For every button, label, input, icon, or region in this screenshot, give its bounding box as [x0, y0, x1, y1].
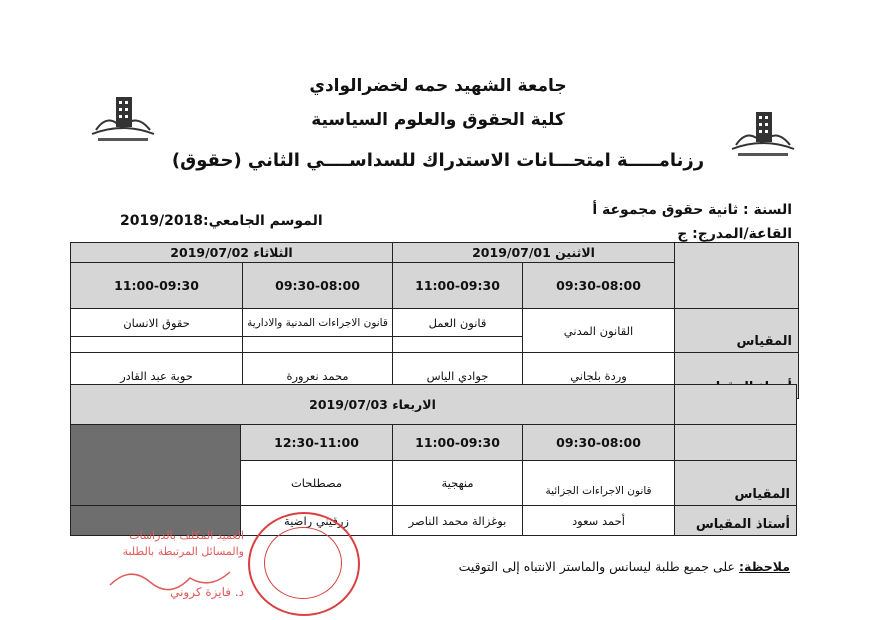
- subject-cell: قانون العمل: [393, 309, 523, 337]
- signature-line: العميد المكلف بالدراسات: [129, 529, 244, 542]
- time-slot: 09:30-08:00: [523, 425, 675, 461]
- subject-row-label: المقياس: [675, 461, 797, 506]
- empty-cell: [71, 337, 243, 353]
- faculty-name: كلية الحقوق والعلوم السياسية: [311, 110, 565, 130]
- season-label: الموسم الجامعي:2019/2018: [120, 213, 323, 229]
- subject-cell: حقوق الانسان: [71, 309, 243, 337]
- day-header: الاربعاء 2019/07/03: [71, 385, 675, 425]
- empty-cell: [243, 337, 393, 353]
- university-name: جامعة الشهيد حمه لخضرالوادي: [309, 76, 567, 96]
- time-slot: 11:00-09:30: [71, 263, 243, 309]
- subject-cell: قانون الاجراءات المدنية والادارية: [243, 309, 393, 337]
- day-header: الاثنين 2019/07/01: [393, 243, 675, 263]
- page-title: رزنامـــــة امتحـــانات الاستدراك للسداســــي الثاني (حقوق): [171, 150, 705, 171]
- time-slot: 12:30-11:00: [241, 425, 393, 461]
- subject-row-label: المقياس: [675, 309, 799, 353]
- note-label: ملاحظة:: [739, 559, 790, 574]
- time-slot: 09:30-08:00: [523, 263, 675, 309]
- teacher-cell: زرقيني راضية: [241, 506, 393, 536]
- stamp-inner-ring: [264, 527, 342, 599]
- subject-cell: القانون المدني: [523, 309, 675, 353]
- signature-line: والمسائل المرتبطة بالطلبة: [122, 545, 244, 558]
- note-text: على جميع طلبة ليسانس والماستر الانتباه إلى التوقيت: [458, 559, 736, 574]
- teacher-row-label: أستاذ المقياس: [675, 506, 797, 536]
- blocked-cell: [71, 425, 241, 506]
- teacher-cell: بوغزالة محمد الناصر: [393, 506, 523, 536]
- subject-cell: منهجية: [393, 461, 523, 506]
- day-header: الثلاثاء 2019/07/02: [71, 243, 393, 263]
- time-slot: 11:00-09:30: [393, 425, 523, 461]
- handwritten-signature: [100, 560, 260, 600]
- time-slot: 11:00-09:30: [393, 263, 523, 309]
- subject-cell: مصطلحات: [241, 461, 393, 506]
- time-slot: 09:30-08:00: [243, 263, 393, 309]
- teacher-cell: جوادي الياس: [393, 353, 523, 399]
- subject-cell: قانون الاجراءات الجزائية: [523, 461, 675, 506]
- year-label: السنة : ثانية حقوق مجموعة أ: [592, 202, 792, 218]
- teacher-cell: وردة بلجاني: [523, 353, 675, 399]
- empty-cell: [393, 337, 523, 353]
- schedule-table-1: [70, 242, 799, 399]
- note: [459, 559, 790, 574]
- official-stamp: [248, 512, 360, 616]
- teacher-cell: محمد نعرورة: [243, 353, 393, 399]
- signature-name: د. فايزة كروني: [170, 585, 244, 599]
- room-label: القاعة/المدرج: ج: [677, 226, 792, 242]
- schedule-table-2: [70, 384, 797, 536]
- teacher-cell: أحمد سعود: [523, 506, 675, 536]
- corner-cell: [675, 243, 799, 309]
- teacher-cell: حوبة عبد القادر: [71, 353, 243, 399]
- corner-cell: [675, 425, 797, 461]
- corner-cell: [675, 385, 797, 425]
